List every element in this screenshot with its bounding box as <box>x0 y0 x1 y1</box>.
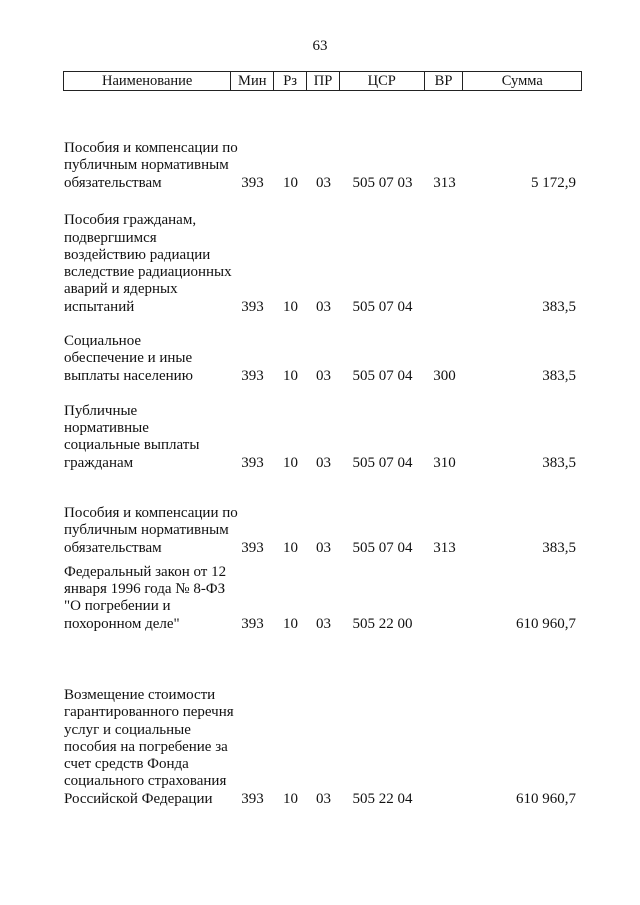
header-rz: Рз <box>274 72 307 90</box>
row-pr: 03 <box>316 298 331 315</box>
table-row <box>63 533 582 633</box>
row-vr: 313 <box>433 539 456 556</box>
row-pr: 03 <box>316 174 331 191</box>
row-rz: 10 <box>283 790 298 807</box>
row-rz: 10 <box>283 454 298 471</box>
row-csr: 505 07 04 <box>352 539 413 556</box>
header-vr: ВР <box>425 72 464 90</box>
table-row <box>63 92 582 192</box>
header-pr: ПР <box>307 72 340 90</box>
row-csr: 505 07 04 <box>352 367 413 384</box>
header-name: Наименование <box>64 72 231 90</box>
row-vr: 310 <box>433 454 456 471</box>
table-row <box>63 686 582 808</box>
row-sum: 383,5 <box>542 367 576 384</box>
row-min: 393 <box>241 790 264 807</box>
row-pr: 03 <box>316 367 331 384</box>
row-name: Возмещение стоимости гарантированного перечня услуг и социальные пособия на погребение за счет средств Фонда социального страхования Российской Федерации <box>64 686 234 807</box>
row-sum: 383,5 <box>542 298 576 315</box>
page-number: 63 <box>312 38 328 54</box>
row-vr: 313 <box>433 174 456 191</box>
row-rz: 10 <box>283 539 298 556</box>
row-name: Федеральный закон от 12 января 1996 года № 8-ФЗ "О погребении и похоронном деле" <box>64 563 227 632</box>
row-min: 393 <box>241 615 264 632</box>
row-rz: 10 <box>283 615 298 632</box>
row-sum: 383,5 <box>542 454 576 471</box>
row-name: Социальное обеспечение и иные выплаты населению <box>64 333 193 384</box>
row-pr: 03 <box>316 454 331 471</box>
row-csr: 505 07 04 <box>352 298 413 315</box>
table-row <box>63 285 582 385</box>
row-sum: 5 172,9 <box>531 174 576 191</box>
row-min: 393 <box>241 454 264 471</box>
row-sum: 383,5 <box>542 539 576 556</box>
header-csr: ЦСР <box>340 72 425 90</box>
row-sum: 610 960,7 <box>516 615 576 632</box>
header-sum: Сумма <box>501 73 543 89</box>
row-name: Пособия и компенсации по публичным нормативным обязательствам <box>64 505 238 556</box>
row-min: 393 <box>241 298 264 315</box>
row-min: 393 <box>241 539 264 556</box>
row-rz: 10 <box>283 174 298 191</box>
row-csr: 505 07 03 <box>352 174 413 191</box>
row-pr: 03 <box>316 615 331 632</box>
row-name: Пособия и компенсации по публичным нормативным обязательствам <box>64 140 238 191</box>
row-name: Пособия гражданам, подвергшимся воздействию радиации вследствие радиационных аварий и ядерных испытаний <box>64 212 232 315</box>
row-csr: 505 22 00 <box>352 615 413 632</box>
row-pr: 03 <box>316 790 331 807</box>
row-vr: 300 <box>433 367 456 384</box>
row-csr: 505 07 04 <box>352 454 413 471</box>
row-min: 393 <box>241 367 264 384</box>
row-csr: 505 22 04 <box>352 790 413 807</box>
table-header <box>63 71 582 91</box>
row-min: 393 <box>241 174 264 191</box>
row-name: Публичные нормативные социальные выплаты гражданам <box>64 402 200 471</box>
row-rz: 10 <box>283 298 298 315</box>
row-sum: 610 960,7 <box>516 790 576 807</box>
row-rz: 10 <box>283 367 298 384</box>
row-pr: 03 <box>316 539 331 556</box>
header-min: Мин <box>231 72 274 90</box>
